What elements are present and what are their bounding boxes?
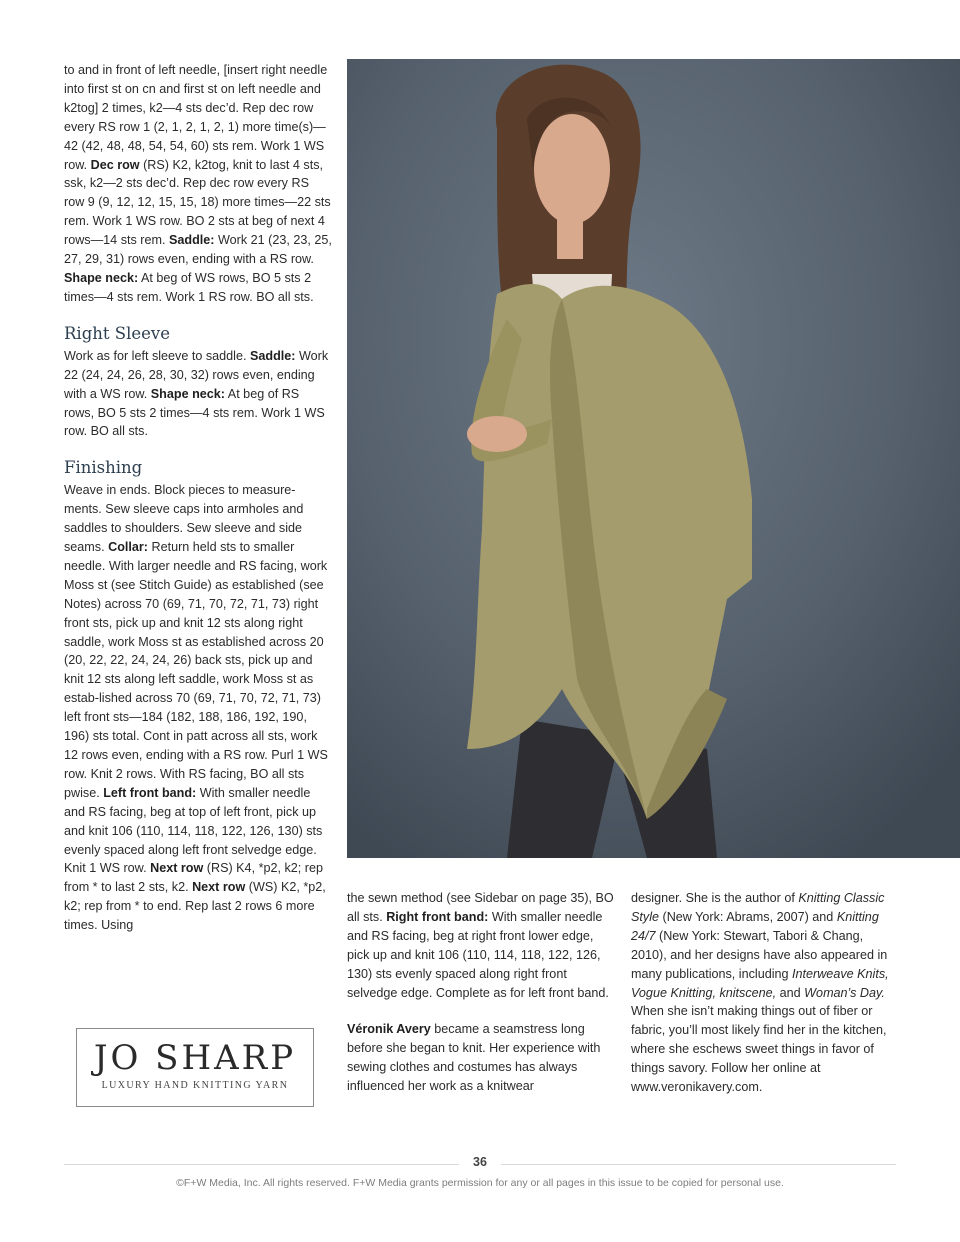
finishing-paragraph: Weave in ends. Block pieces to measure-ments. Sew sleeve caps into armholes and saddles to shoulders. Sew sleeve and side seams. Collar: Return held sts to smaller needle. With larger needle and RS facing, work Moss st (see Stitch Guide) as established (see Notes) across 70 (69, 71, 70, 72, 71, 73) right front sts, pick up and knit 12 sts along right saddle, work Moss st as established across 20 (20, 22, 22, 24, 24, 26) back sts, pick up and knit 12 sts along left saddle, work Moss st as estab-lished across 70 (69, 71, 70, 72, 71, 73) left front sts—184 (182, 188, 186, 192, 190, 196) sts total. Cont in patt across all sts, work 12 rows even, ending with a RS row. Purl 1 WS row. Knit 2 rows. With RS facing, BO all sts pwise. Left front band: With smaller needle and RS facing, beg at top of left front, pick up and knit 106 (110, 114, 118, 122, 126, 130) sts evenly spaced along left front selvedge edge. Knit 1 WS row. Next row (RS) K4, *p2, k2; rep from * to last 2 sts, k2. Next row (WS) K2, *p2, k2; rep from * to end. Rep last 2 rows 6 more times. Using [64,483,328,933]
hands-shape [467,416,527,452]
middle-text-column [347,889,619,1096]
page-number: 36 [459,1155,501,1169]
ad-tagline: LUXURY HAND KNITTING YARN [101,1080,289,1091]
model-photo [347,59,960,858]
designer-bio-continued: designer. She is the author of Knitting Classic Style (New York: Abrams, 2007) and Knitting 24/7 (New York: Stewart, Tabori & Chang, 2010), and her designs have also appeared in many publications, including Interweave Knits, Vogue Knitting, knitscene, and Woman’s Day. When she isn’t making things out of fiber or fabric, you’ll most likely find her in the kitchen, where she eschews sweet things in favor of things savory. Follow her online at www.veronikavery.com. [631,891,889,1095]
right-front-band-paragraph: the sewn method (see Sidebar on page 35), BO all sts. Right front band: With smaller needle and RS facing, beg at right front lower edge, pick up and knit 106 (110, 114, 118, 122, 126, 130) sts evenly spaced along right front selvedge edge. Complete as for left front band. [347,891,614,1000]
jo-sharp-ad[interactable] [76,1028,314,1107]
left-text-column [64,61,332,935]
ad-brand: JO SHARP [93,1038,297,1078]
designer-bio: Véronik Avery became a seamstress long before she began to knit. Her experience with sewing clothes and costumes has always influenced her work as a knitwear [347,1022,601,1094]
pattern-paragraph: to and in front of left needle, [insert right needle into first st on cn and first st on left needle and k2tog] 2 times, k2—4 sts dec’d. Rep dec row every RS row 1 (2, 1, 2, 1, 2, 1) more time(s)—42 (42, 48, 48, 54, 54, 60) sts rem. Work 1 WS row. Dec row (RS) K2, k2tog, knit to last 4 sts, ssk, k2—2 sts dec’d. Rep dec row every RS row 9 (9, 12, 12, 15, 15, 18) more times—22 sts rem. Work 1 WS row. BO 2 sts at beg of next 4 rows—14 sts rem. Saddle: Work 21 (23, 23, 25, 27, 29, 31) rows even, ending with a RS row. Shape neck: At beg of WS rows, BO 5 sts 2 times—4 sts rem. Work 1 RS row. BO all sts. [64,63,332,304]
face-shape [534,114,610,224]
finishing-heading: Finishing [64,458,143,478]
right-sleeve-heading: Right Sleeve [64,323,170,343]
right-text-column [631,889,901,1097]
right-sleeve-paragraph: Work as for left sleeve to saddle. Saddle: Work 22 (24, 24, 26, 28, 30, 32) rows even, ending with a WS row. Shape neck: At beg of RS rows, BO 5 sts 2 times—4 sts rem. Work 1 WS row. BO all sts. [64,348,329,439]
copyright-notice: ©F+W Media, Inc. All rights reserved. F+W Media grants permission for any or all pages in this issue to be copied for personal use. [176,1177,784,1189]
cardigan-photo-illustration [347,59,960,858]
